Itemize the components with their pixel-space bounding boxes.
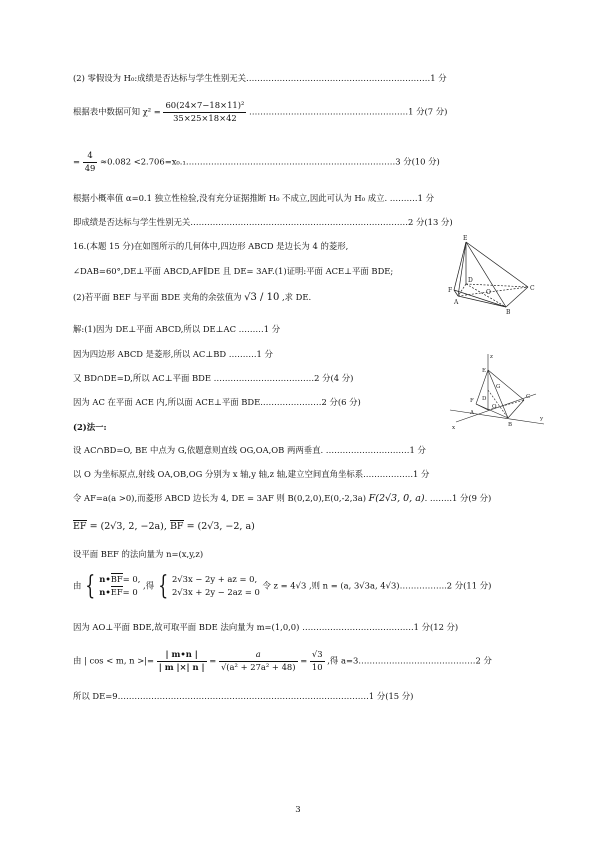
conclusion-text: 即成绩是否达标与学生性别无关 bbox=[73, 217, 191, 227]
a-fraction bbox=[219, 650, 298, 672]
equals-sign: = bbox=[73, 156, 81, 167]
vector-bf-label: BF bbox=[110, 574, 123, 585]
cosine-equation bbox=[73, 650, 492, 672]
label-b: B bbox=[506, 309, 511, 314]
equation-1: 2√3x − 2y + az = 0, bbox=[171, 574, 258, 585]
label-e: E bbox=[482, 368, 487, 374]
cosine-value: √3 / 10 bbox=[244, 292, 280, 303]
de-text: ,得 bbox=[143, 580, 155, 591]
vector-bf-value: = (2√3, −2, a) bbox=[186, 521, 255, 532]
label-c: C bbox=[526, 394, 531, 400]
normal-vector-result: 令 z = 4√3 ,则 n = (a, 3√3a, 4√3) bbox=[262, 580, 400, 591]
left-brace-icon: { bbox=[158, 571, 168, 601]
fraction-denominator: 49 bbox=[84, 162, 96, 173]
equals-zero: = 0, bbox=[122, 574, 141, 585]
a-result: ,得 a=3……………………………………2 分 bbox=[327, 655, 492, 666]
solution-step-3: 又 BD∩DE=D,所以 AC⊥平面 BDE ………………………………2 分(4 分) bbox=[73, 373, 354, 383]
a-denominator: √(a² + 27a² + 48) bbox=[220, 661, 296, 672]
label-g: G bbox=[496, 384, 501, 390]
n-dot: n• bbox=[99, 587, 111, 597]
line-chi-square bbox=[73, 101, 447, 123]
solution-step-4: 因为 AC 在平面 ACE 内,所以面 ACE⊥平面 BDE.…………………2 分(6 分) bbox=[73, 397, 361, 407]
vector-bf-label: BF bbox=[169, 521, 184, 532]
normal-vector-system bbox=[73, 573, 491, 599]
n-dot: n• bbox=[99, 574, 111, 585]
you-text: 由 bbox=[73, 580, 82, 591]
label-d: D bbox=[482, 396, 487, 402]
label-b: B bbox=[508, 422, 513, 428]
score-dots: ……………………………………………………………………2 分(13 分) bbox=[190, 217, 453, 227]
score-dots: …………………………………………………………1 分 bbox=[246, 73, 447, 83]
solution-step-7: 以 O 为坐标原点,射线 OA,OB,OG 分别为 x 轴,y 轴,z 轴,建立空间直角坐标系.……………..1 分 bbox=[73, 469, 430, 479]
dot-product-system bbox=[99, 573, 140, 598]
method-one-heading: (2)法一: bbox=[73, 422, 107, 432]
chi-value-fraction bbox=[83, 151, 98, 173]
score-dots: . ……..1 分(9 分) bbox=[424, 493, 492, 503]
score-dots: …………………………………………………1 分(7 分) bbox=[249, 106, 448, 117]
cosine-denominator: | m |×| n | bbox=[158, 661, 205, 672]
label-z: z bbox=[490, 354, 493, 360]
score-dots: …………………………………………………………………3 分(10 分) bbox=[185, 156, 440, 167]
line-chi-value bbox=[73, 151, 440, 173]
label-o: O bbox=[492, 404, 497, 410]
label-f: F bbox=[470, 398, 474, 404]
line-conclusion bbox=[73, 218, 453, 228]
label-y: y bbox=[540, 416, 544, 422]
equation-2: 2√3x + 2y − 2az = 0 bbox=[171, 587, 260, 597]
solution-step-8 bbox=[73, 494, 491, 505]
chi-square-numerator: 60(24×7−18×11)² bbox=[163, 101, 246, 113]
left-brace-icon: { bbox=[85, 571, 96, 601]
normal-vector-intro: 设平面 BEF 的法向量为 n=(x,y,z) bbox=[73, 549, 204, 559]
solution-step-12: 因为 AO⊥平面 BDE,故可取平面 BDE 法向量为 m=(1,0,0) ………………………………….1 分(12 分) bbox=[73, 622, 459, 632]
label-f: F bbox=[448, 287, 453, 294]
label-o: O bbox=[486, 289, 491, 296]
find-de-text: ,求 DE. bbox=[281, 292, 312, 302]
linear-system bbox=[172, 573, 260, 598]
cosine-label: 由 | cos < m, n >|= bbox=[73, 655, 155, 666]
chi-square-label: 根据表中数据可知 χ² = bbox=[73, 106, 161, 117]
vector-ef-value: = (2√3, 2, −2a), bbox=[89, 521, 167, 532]
chi-square-fraction bbox=[163, 101, 246, 123]
null-hypothesis-text: (2) 零假设为 H₀:成绩是否达标与学生性别无关 bbox=[73, 73, 247, 83]
point-f-coordinates: F(2√3, 0, a) bbox=[368, 493, 425, 504]
vector-ef-bf bbox=[73, 520, 255, 533]
label-d: D bbox=[468, 277, 473, 284]
equals-sign: = bbox=[300, 655, 308, 666]
coordinates-text: 令 AF=a(a >0),而菱形 ABCD 边长为 4, DE = 3AF 则 B(0,2,0),E(0,-2,3a) bbox=[73, 493, 366, 503]
cosine-fraction bbox=[157, 650, 207, 672]
vector-ef-label: EF bbox=[73, 521, 87, 532]
label-x: x bbox=[452, 425, 456, 431]
line-null-hypothesis bbox=[73, 74, 447, 84]
geometry-figure-2 bbox=[446, 352, 546, 432]
target-numerator: √3 bbox=[310, 650, 325, 662]
label-e: E bbox=[463, 235, 468, 242]
page-number: 3 bbox=[295, 805, 301, 815]
problem-16-statement-a: 16.(本题 15 分)在如图所示的几何体中,四边形 ABCD 是边长为 4 的菱形, bbox=[73, 241, 349, 251]
cosine-numerator: | m•n | bbox=[157, 650, 207, 662]
target-fraction bbox=[310, 650, 325, 672]
a-numerator: a bbox=[219, 650, 298, 662]
line-independence-test: 根据小概率值 α=0.1 独立性检验,没有充分证据推断 H₀ 不成立,因此可认为 H₀ 成立. ……….1 分 bbox=[73, 193, 434, 203]
label-a: A bbox=[470, 410, 474, 416]
chi-value-comparison: ≈0.082 <2.706=x₀.₁ bbox=[100, 156, 186, 167]
geometry-figure-1 bbox=[448, 234, 540, 314]
solution-step-6: 设 AC∩BD=O, BE 中点为 G,依题意则直线 OG,OA,OB 两两垂直. …………………………1 分 bbox=[73, 445, 426, 455]
problem-16-statement-b: ∠DAB=60°,DE⊥平面 ABCD,AF∥DE 且 DE= 3AF.(1)证明:平面 ACE⊥平面 BDE; bbox=[73, 266, 394, 276]
label-a: A bbox=[454, 299, 459, 306]
score-dots: ……………..2 分(11 分) bbox=[399, 580, 492, 591]
equals-sign: = bbox=[209, 655, 217, 666]
fraction-numerator: 4 bbox=[83, 151, 98, 163]
final-answer: 所以 DE=9………………………………………………………………………………1 分(15 分) bbox=[73, 691, 414, 701]
solution-step-2: 因为四边形 ABCD 是菱形,所以 AC⊥BD ……….1 分 bbox=[73, 349, 273, 359]
equals-zero: = 0 bbox=[122, 587, 138, 597]
chi-square-denominator: 35×25×18×42 bbox=[173, 112, 237, 123]
label-c: C bbox=[530, 285, 535, 292]
solution-step-1: 解:(1)因为 DE⊥平面 ABCD,所以 DE⊥AC ………1 分 bbox=[73, 324, 281, 334]
vector-ef-label: EF bbox=[110, 587, 123, 597]
target-denominator: 10 bbox=[311, 661, 323, 672]
cosine-condition-text: (2)若平面 BEF 与平面 BDE 夹角的余弦值为 bbox=[73, 292, 242, 302]
problem-16-statement-c bbox=[73, 292, 311, 304]
